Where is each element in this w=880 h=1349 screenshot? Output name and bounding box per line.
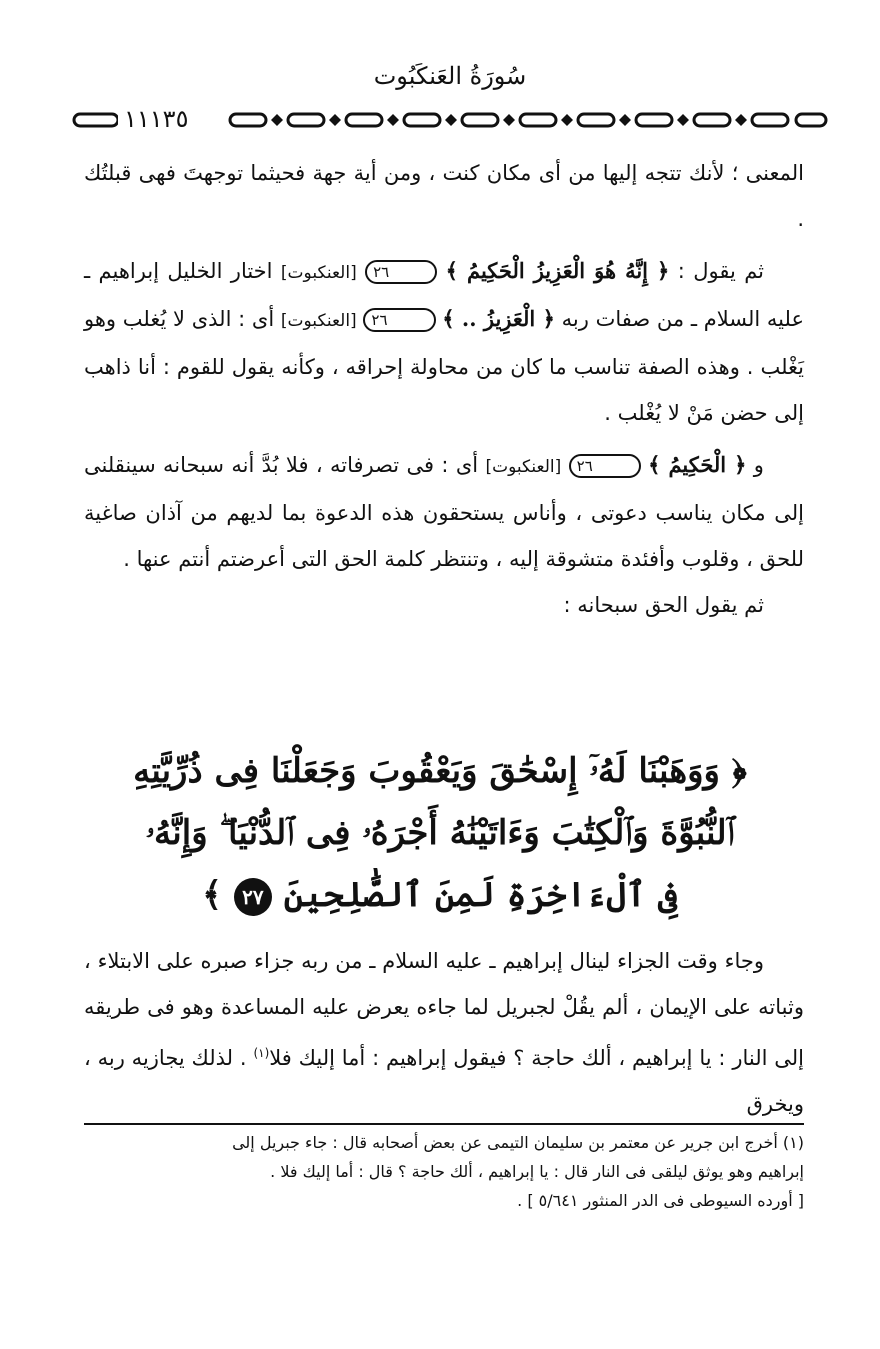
footnote-marker: (١)	[253, 1046, 270, 1060]
quran-verse-block	[120, 740, 760, 926]
ayah-number-badge: ٢٦	[365, 260, 437, 284]
verse-number-medallion: ٢٧	[234, 878, 272, 916]
quran-quote: ﴿ الْحَكِيمُ ﴾	[648, 452, 747, 477]
commentary-body	[84, 150, 804, 628]
footnote-line-1: (١) أخرج ابن جرير عن معتمر بن سليمان التيمى عن بعض أصحابه قال : جاء جبريل إلى	[232, 1133, 804, 1152]
page-header	[70, 50, 830, 150]
paragraph-3	[84, 442, 804, 582]
verse-line-1: ﴿ وَوَهَبْنَا لَهُۥٓ إِسْحَٰقَ وَيَعْقُوبَ وَجَعَلْنَا فِى ذُرِّيَّتِهِ	[133, 751, 747, 791]
ayah-number-badge: ٢٦	[569, 454, 641, 478]
quran-quote: ﴿ الْعَزِيزُ .. ﴾	[442, 306, 555, 331]
footnote-line-3: [ أورده السيوطى فى الدر المنثور ٥/٦٤١ ] .	[517, 1191, 804, 1210]
verse-close-bracket: ﴾	[202, 875, 223, 915]
commentary-body-continued	[84, 938, 804, 1127]
surah-reference: [العنكبوت]	[280, 311, 357, 331]
text-segment: وجاء وقت الجزاء لينال إبراهيم ـ عليه السلام ـ من ربه جزاء صبره على الابتلاء ، وثباته على الإيمان ، ألم يقُلْ لجبريل لما جاءه يعرض عليه المساعدة وهو فى طريقه إلى النار : يا إبراهيم ، ألك حاجة ؟ فيقول إبراهيم : أما إليك فلا	[84, 949, 804, 1070]
footnote-divider	[84, 1123, 804, 1125]
text-segment: أى : فى تصرفاته ، فلا بُدَّ أنه سبحانه سينقلنى إلى مكان يناسب دعوتى ، وأناس يستحقون هذه الدعوة بما لديهم من آذان صاغية للحق ، وقلوب وأفئدة متشوقة إليه ، وتنتظر كلمة الحق التى أعرضتم أنتم عنها .	[84, 453, 804, 571]
ayah-number-badge: ٢٦	[363, 308, 435, 332]
text-segment: أى : الذى لا يُغلب وهو يَغْلب . وهذه الصفة تناسب ما كان من محاولة إحراقه ، وكأنه يقول للقوم : أنا ذاهب إلى حضن مَنْ لا يُغْلب .	[84, 307, 804, 425]
text-segment: اختار الخليل إبراهيم ـ عليه السلام ـ من صفات ربه	[84, 259, 804, 331]
page-number: ١١١٣٥	[118, 106, 194, 132]
paragraph-2	[84, 248, 804, 436]
verse-line-3	[120, 864, 760, 926]
surah-reference: [العنكبوت]	[280, 263, 357, 283]
text-segment: . لذلك يجازيه ربه ، ويخرق	[84, 1046, 804, 1116]
paragraph-4: ثم يقول الحق سبحانه :	[563, 593, 764, 617]
text-segment: ثم يقول :	[677, 259, 765, 283]
paragraph-1: المعنى ؛ لأنك تتجه إليها من أى مكان كنت ، ومن أية جهة فحيثما توجهتَ فهى قبلتُك .	[84, 161, 804, 231]
verse-line-2: ٱلنُّبُوَّةَ وَٱلْكِتَٰبَ وَءَاتَيْنَٰهُ أَجْرَهُۥ فِى ٱلدُّنْيَا ۖ وَإِنَّهُۥ	[145, 813, 735, 853]
footnote-line-2: إبراهيم وهو يوثق ليلقى فى النار قال : يا إبراهيم ، ألك حاجة ؟ قال : أما إليك فلا .	[270, 1162, 804, 1181]
surah-reference: [العنكبوت]	[485, 457, 562, 477]
quran-quote: ﴿ إِنَّهُ هُوَ الْعَزِيزُ الْحَكِيمُ ﴾	[445, 258, 670, 283]
surah-title: سُورَةُ العَنكَبُوت	[373, 62, 527, 90]
paragraph-5	[84, 938, 804, 1127]
verse-text: فِى ٱلْءَاخِرَةِ لَمِنَ ٱلصَّٰلِحِينَ	[283, 875, 678, 915]
footnotes	[84, 1128, 804, 1215]
text-segment: و	[753, 453, 764, 477]
